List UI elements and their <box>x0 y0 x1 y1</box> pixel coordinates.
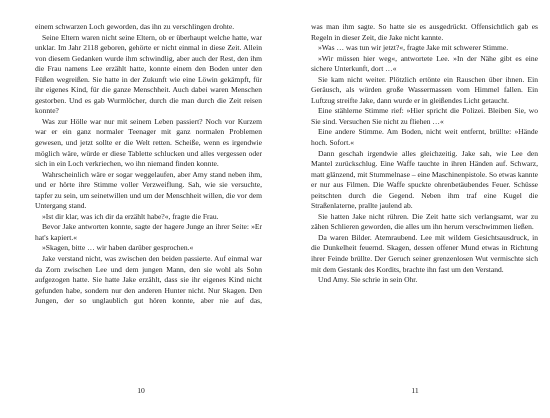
left-page <box>35 22 262 307</box>
paragraph: Eine stählerne Stimme rief: »Hier spricht die Polizei. Bleiben Sie, wo Sie sind. Versuchen Sie nicht zu fliehen …« <box>311 106 538 126</box>
paragraph: Sie kam nicht weiter. Plötzlich ertönte ein Rauschen über ihnen. Ein Geräusch, als würden große Wassermassen vom Himmel fallen. Ein Luftzug streifte Jake, dann wurde er in gleißendes Licht getaucht. <box>311 74 538 105</box>
paragraph: Dann geschah irgendwie alles gleichzeitig. Jake sah, wie Lee den Mantel zurückschlug. Eine Waffe tauchte in ihren Händen auf. Schwarz, matt glänzend, mit Stummelnase – eine Maschinenpistole. So etwas kannte er nur aus Filmen. Die Waffe spuckte ohrenbetäubendes Feuer. Schüsse peitschten durch die Gegend. Neben ihm traf eine Kugel die Straßenlaterne, prallte jaulend ab. <box>311 148 538 211</box>
paragraph: Sie hatten Jake nicht rühren. Die Zeit hatte sich verlangsamt, war zu zähen Schlieren geworden, die alles um ihn herum verschwimmen ließen. <box>311 211 538 232</box>
paragraph: »Was … was tun wir jetzt?«, fragte Jake mit schwerer Stimme. <box>318 43 509 53</box>
paragraph: Seine Eltern waren nicht seine Eltern, ob er überhaupt welche hatte, war unklar. Im Jahr 2118 geboren, gehörte er nicht einmal in diese Zeit. Allein von diesem Gedanken wurde ihm schwindlig, aber auch der Rest, den ihm die Frau namens Lee erzählt hatte, konnte einem den Boden unter den Füßen wegreißen. Sie hatte in der Zukunft wie eine Löwin gekämpft, für ihr eigenes Kind, für die ganze Menschheit. Auch dabei waren Menschen gestorben. Und es gab Wurmlöcher, durch die man durch die Zeit reisen konnte? <box>35 32 262 116</box>
paragraph: »Skagen, bitte … wir haben darüber gesprochen.« <box>42 243 194 253</box>
paragraph: Da waren Bilder. Atemraubend. Lee mit wildem Gesichtsausdruck, in die Dunkelheit feuernd. Skagen, dessen offener Mund etwas in Richtung ihrer Feinde brüllte. Der Geruch seiner grenzenlosen Wut vermischte sich mit dem Gestank des Kordits, brachte ihn fast um den Verstand. <box>311 232 538 274</box>
paragraph: einem schwarzen Loch geworden, das ihn zu verschlingen drohte. <box>35 22 235 31</box>
right-page <box>311 22 538 286</box>
paragraph: Was zur Hölle war nur mit seinem Leben passiert? Noch vor Kurzem war er ein ganz normaler Teenager mit ganz normalen Problemen gewesen, und jetzt sollte er die Welt retten. Scheiße, wenn es irgendwie möglich wäre, würde er diese Tablette schlucken und alles vergessen oder sich in ein Loch verkriechen, wo ihn niemand finden konnte. <box>35 116 262 169</box>
paragraph: Jake verstand nicht, was zwischen den beiden passierte. Auf einmal war da Zorn zwischen Lee und dem jungen Mann, den sie wohl als Sohn aufgezogen hatte. Sie hatte Jake erzählt, dass sie ihr eigenes Kind nicht gefunden habe, sondern nur den anderen Hunter nicht. Nur Skagen. Den Jungen, der so unglaublich gut hören konnte, aber nie auf das, <box>35 254 262 306</box>
paragraph: Eine andere Stimme. Am Boden, nicht weit entfernt, brüllte: »Hände hoch. Sofort.« <box>311 127 538 148</box>
paragraph: Wahrscheinlich wäre er sogar weggelaufen, aber Amy stand neben ihm, und er hörte ihre Stimme voller Verzweiflung. Sah, wie sie versuchte, tapfer zu sein, um seinetwillen und um der Menschheit willen, die vor dem Untergang stand. <box>35 169 262 211</box>
page-number: 11 <box>411 386 419 395</box>
paragraph: »Wir müssen hier weg«, antwortete Lee. »In der Nähe gibt es eine sichere Unterkunft, dort …« <box>311 53 538 74</box>
page-number: 10 <box>137 386 145 395</box>
paragraph: was man ihm sagte. So hatte sie es ausgedrückt. Offensichtlich gab es Regeln in dieser Zeit, die Jake nicht kannte. <box>311 22 538 42</box>
paragraph: Bevor Jake antworten konnte, sagte der hagere Junge an ihrer Seite: »Er hat's kapiert.« <box>35 222 262 242</box>
paragraph: »Ist dir klar, was ich dir da erzählt habe?«, fragte die Frau. <box>42 211 219 221</box>
paragraph: Und Amy. Sie schrie in sein Ohr. <box>318 275 418 285</box>
